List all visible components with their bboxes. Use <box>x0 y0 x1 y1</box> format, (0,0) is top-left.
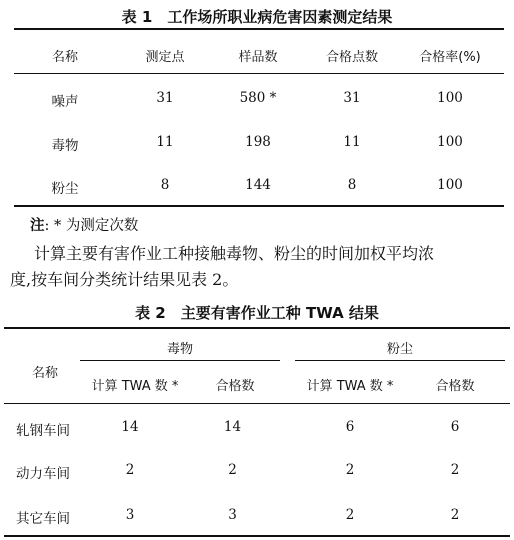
table1-row3-points: 8 <box>160 177 170 193</box>
table2-row1-dust-twa: 6 <box>345 419 355 435</box>
table1-header-name: 名称 <box>51 50 78 65</box>
table2-header-rule <box>4 403 510 404</box>
table1-header-rate: 合格率(%) <box>419 50 481 65</box>
table1-top-rule <box>14 28 504 30</box>
table2-row2-toxic-twa: 2 <box>125 462 135 478</box>
table1-header-points: 测定点 <box>145 50 185 65</box>
table1-row1-qualified: 31 <box>343 90 361 106</box>
table1-header-qualified-points: 合格点数 <box>325 50 378 65</box>
table2-group-rule-toxic <box>80 360 280 361</box>
table2-row2-toxic-qualified: 2 <box>228 462 237 478</box>
note-text: : * 为测定次数 <box>44 218 139 234</box>
table1-caption: 表 1 工作场所职业病危害因素测定结果 <box>121 8 393 26</box>
table1-row1-name: 噪声 <box>51 94 79 110</box>
table1-row3-rate: 100 <box>437 177 463 193</box>
paragraph-line2: 度,按车间分类统计结果见表 2。 <box>10 270 239 289</box>
table2-row2-name: 动力车间 <box>16 466 70 482</box>
table2-row2-dust-twa: 2 <box>345 462 355 478</box>
table2-row1-toxic-twa: 14 <box>121 419 139 435</box>
table2-row3-toxic-qualified: 3 <box>228 507 237 523</box>
body-paragraph <box>10 241 510 293</box>
table2-row3-toxic-twa: 3 <box>125 507 135 523</box>
table2-group-rule-dust <box>295 360 505 361</box>
table2-sub-dust-twa: 计算 TWA 数 * <box>306 379 394 394</box>
table1-row1-rate: 100 <box>437 90 463 106</box>
table2-row1-dust-qualified: 6 <box>450 419 460 435</box>
table1-header-samples: 样品数 <box>238 50 278 65</box>
table2-row3-name: 其它车间 <box>16 511 70 527</box>
table2-group-dust: 粉尘 <box>386 342 413 357</box>
paragraph-line1: 计算主要有害作业工种接触毒物、粉尘的时间加权平均浓 <box>34 244 435 263</box>
table1-header-rule <box>14 73 504 74</box>
table1-row3-samples: 144 <box>245 177 271 193</box>
table1-bottom-rule <box>14 205 504 207</box>
table1-row1-samples: 580 * <box>239 90 277 106</box>
table2-row2-dust-qualified: 2 <box>450 462 460 478</box>
table1-row3-qualified: 8 <box>347 177 357 193</box>
table1-row2-samples: 198 <box>245 134 271 150</box>
table1-note <box>30 214 138 235</box>
table2-bottom-rule <box>4 535 510 537</box>
table1-row1-points: 31 <box>156 90 174 106</box>
table2-row1-name: 轧钢车间 <box>16 423 70 439</box>
table2-row3-dust-qualified: 2 <box>450 507 460 523</box>
table2-caption: 表 2 主要有害作业工种 TWA 结果 <box>135 304 379 322</box>
table2-top-rule <box>4 327 510 329</box>
note-label: 注 <box>30 218 45 234</box>
table1-row2-name: 毒物 <box>51 138 79 154</box>
table1-row2-qualified: 11 <box>343 134 361 150</box>
table2-sub-toxic-twa: 计算 TWA 数 * <box>91 379 179 394</box>
table2-sub-toxic-qualified: 合格数 <box>215 379 255 394</box>
table2-group-toxic: 毒物 <box>166 342 193 357</box>
table2-header-name: 名称 <box>31 366 58 381</box>
table1-row3-name: 粉尘 <box>51 181 79 197</box>
table2-row3-dust-twa: 2 <box>345 507 355 523</box>
table1-row2-points: 11 <box>156 134 174 150</box>
table2-row1-toxic-qualified: 14 <box>223 419 242 435</box>
table1-row2-rate: 100 <box>437 134 463 150</box>
table2-sub-dust-qualified: 合格数 <box>435 379 475 394</box>
